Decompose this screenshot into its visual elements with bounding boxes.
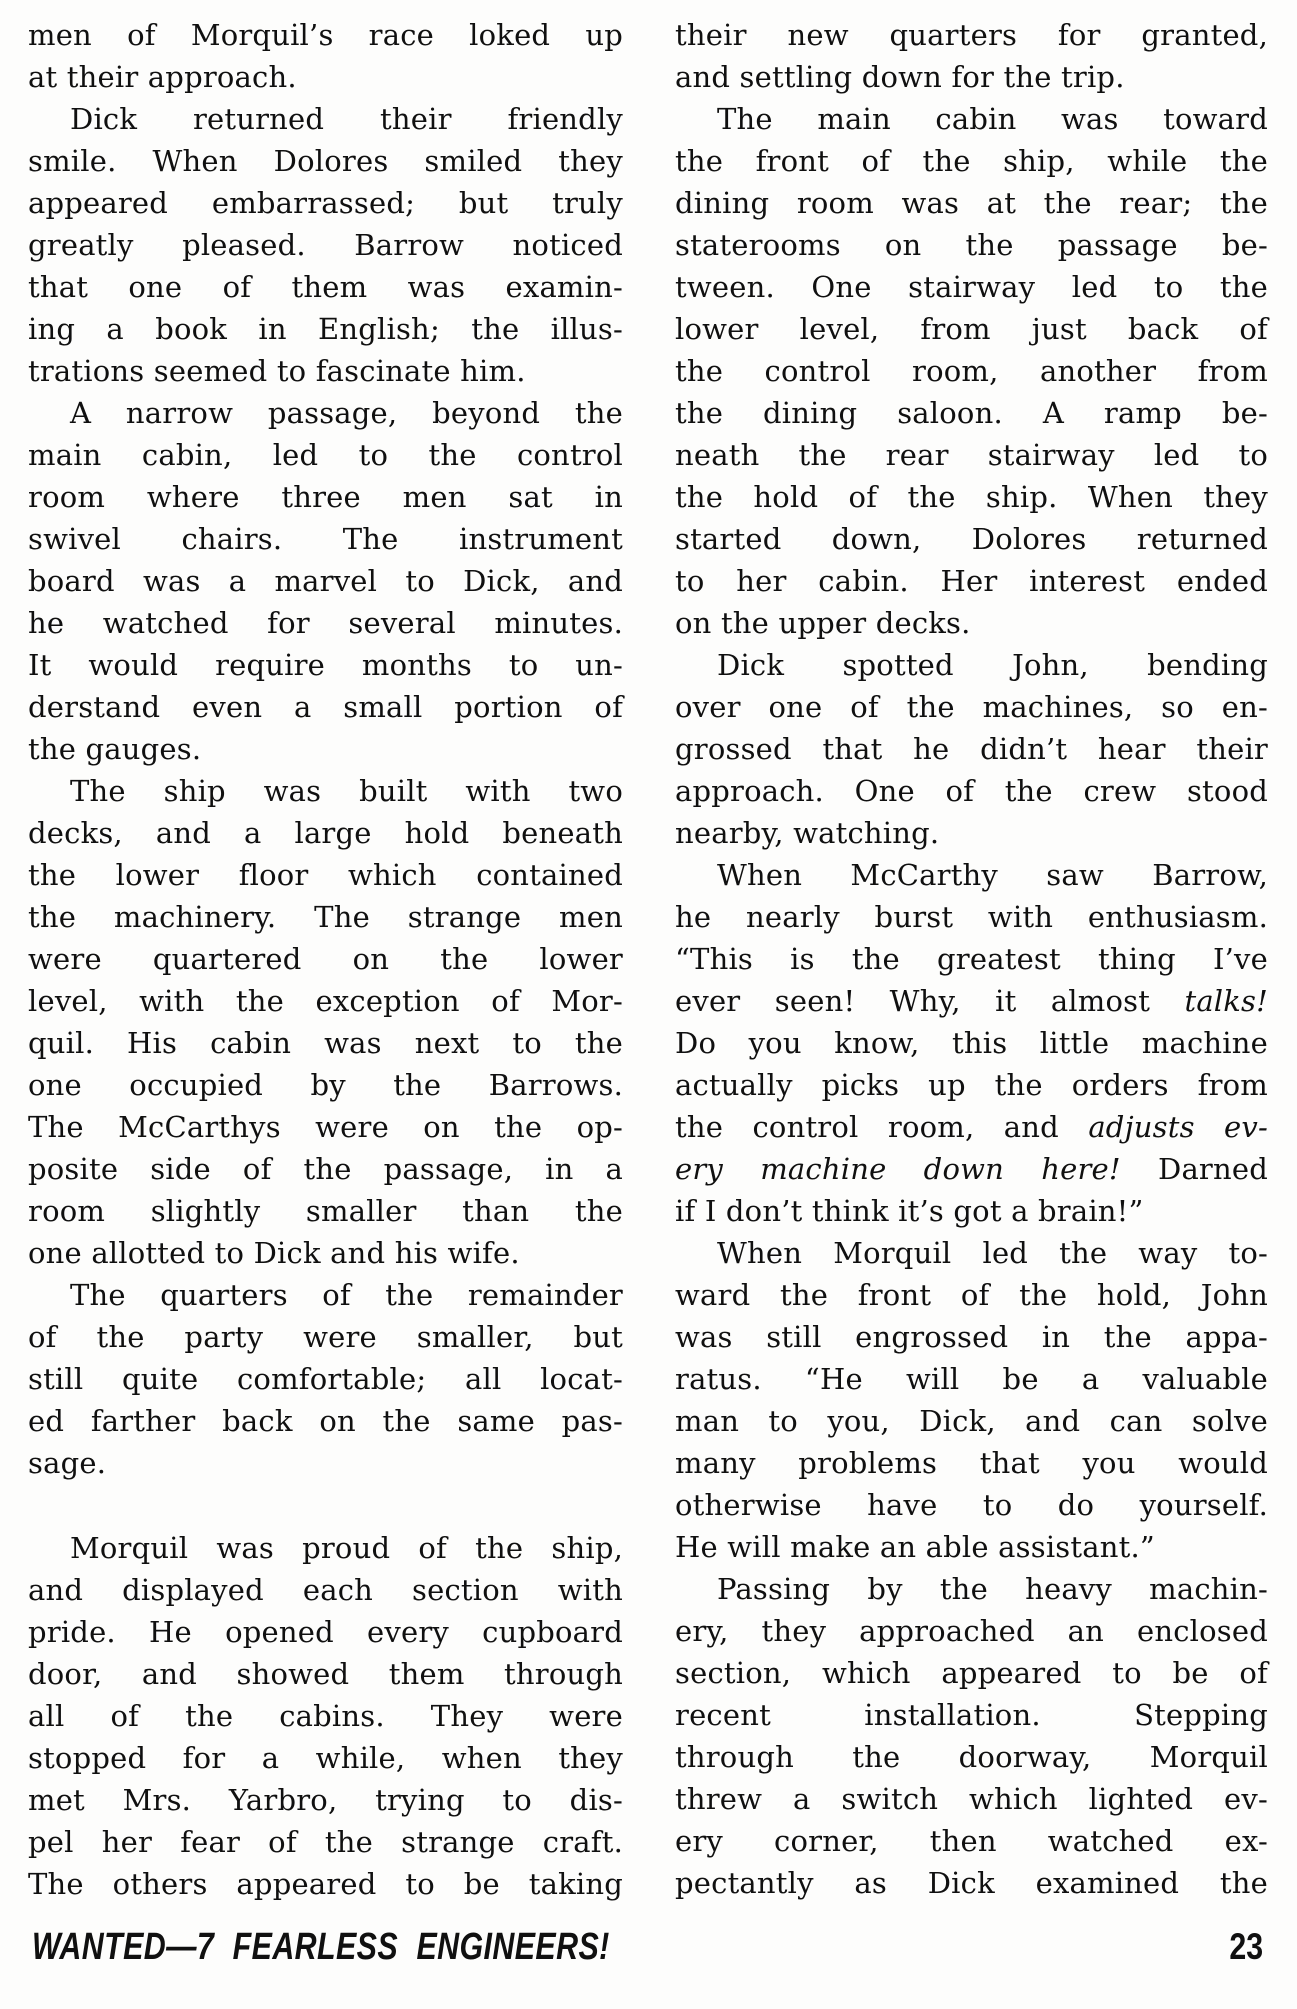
text-line: pel her fear of the strange craft. — [28, 1825, 623, 1859]
right-column — [675, 14, 1268, 1905]
text-line: otherwise have to do yourself. — [675, 1488, 1268, 1522]
text-line: Morquil was proud of the ship, — [70, 1531, 623, 1565]
text-line: smile. When Dolores smiled they — [28, 144, 623, 178]
text-line: approach. One of the crew stood — [675, 774, 1268, 808]
text-line: Dick spotted John, bending — [717, 648, 1268, 682]
text-line: one allotted to Dick and his wife. — [28, 1236, 520, 1270]
text-line: main cabin, led to the control — [28, 438, 623, 472]
text-line: It would require months to un- — [28, 648, 623, 682]
text-line: the control room, another from — [675, 354, 1268, 388]
text-line: swivel chairs. The instrument — [28, 522, 623, 556]
text-line: nearby, watching. — [675, 816, 940, 850]
text-line: that one of them was examin- — [28, 270, 623, 304]
text-line: dining room was at the rear; the — [675, 186, 1268, 220]
text-line: grossed that he didn’t hear their — [675, 732, 1268, 766]
text-line: stopped for a while, when they — [28, 1741, 623, 1775]
text-line: trations seemed to fascinate him. — [28, 354, 526, 388]
text-line: through the doorway, Morquil — [675, 1740, 1268, 1774]
text-line: staterooms on the passage be- — [675, 228, 1268, 262]
text-line: one occupied by the Barrows. — [28, 1068, 623, 1102]
text-line: appeared embarrassed; but truly — [28, 186, 623, 220]
running-title: WANTED—7 FEARLESS ENGINEERS! — [32, 1926, 610, 1968]
text-line: The main cabin was toward — [717, 102, 1268, 136]
text-line: Dick returned their friendly — [70, 102, 623, 136]
text-line: the hold of the ship. When they — [675, 480, 1268, 514]
text-line: ed farther back on the same pas- — [28, 1404, 623, 1438]
text-line: ery corner, then watched ex- — [675, 1824, 1268, 1858]
text-line: he watched for several minutes. — [28, 606, 623, 640]
text-line: ery machine down here! Darned — [675, 1152, 1268, 1186]
text-line: quil. His cabin was next to the — [28, 1026, 623, 1060]
text-line: their new quarters for granted, — [675, 18, 1268, 52]
text-line: still quite comfortable; all locat- — [28, 1362, 623, 1396]
text-line: ward the front of the hold, John — [675, 1278, 1268, 1312]
text-line: A narrow passage, beyond the — [70, 396, 623, 430]
text-line: decks, and a large hold beneath — [28, 816, 623, 850]
text-line: man to you, Dick, and can solve — [675, 1404, 1268, 1438]
text-line: the dining saloon. A ramp be- — [675, 396, 1268, 430]
text-line: started down, Dolores returned — [675, 522, 1268, 556]
text-line: the control room, and adjusts ev- — [675, 1110, 1268, 1144]
text-line: “This is the greatest thing I’ve — [675, 942, 1268, 976]
text-line: board was a marvel to Dick, and — [28, 564, 623, 598]
text-line: and settling down for the trip. — [675, 60, 1125, 94]
text-line: he nearly burst with enthusiasm. — [675, 900, 1268, 934]
text-line: derstand even a small portion of — [28, 690, 623, 724]
left-column — [28, 14, 623, 1905]
text-line: to her cabin. Her interest ended — [675, 564, 1268, 598]
text-line: ratus. “He will be a valuable — [675, 1362, 1268, 1396]
text-line: The ship was built with two — [70, 774, 623, 808]
text-line: of the party were smaller, but — [28, 1320, 623, 1354]
text-line: level, with the exception of Mor- — [28, 984, 623, 1018]
text-line: were quartered on the lower — [28, 942, 623, 976]
text-line: over one of the machines, so en- — [675, 690, 1268, 724]
text-line: sage. — [28, 1446, 107, 1480]
text-line: recent installation. Stepping — [675, 1698, 1268, 1732]
text-line: and displayed each section with — [28, 1573, 623, 1607]
text-line: threw a switch which lighted ev- — [675, 1782, 1268, 1816]
text-line: ever seen! Why, it almost talks! — [675, 984, 1268, 1018]
text-line: lower level, from just back of — [675, 312, 1268, 346]
text-line: at their approach. — [28, 60, 297, 94]
text-line: ing a book in English; the illus- — [28, 312, 623, 346]
text-line: ery, they approached an enclosed — [675, 1614, 1268, 1648]
text-line: the machinery. The strange men — [28, 900, 623, 934]
text-line: He will make an able assistant.” — [675, 1530, 1155, 1564]
text-line: section, which appeared to be of — [675, 1656, 1268, 1690]
text-line: When Morquil led the way to- — [717, 1236, 1268, 1270]
text-line: the front of the ship, while the — [675, 144, 1268, 178]
text-line: greatly pleased. Barrow noticed — [28, 228, 623, 262]
page-footer — [32, 1926, 1263, 1969]
text-line: actually picks up the orders from — [675, 1068, 1268, 1102]
italic-text: talks! — [1184, 984, 1268, 1018]
text-line: on the upper decks. — [675, 606, 971, 640]
text-line: pectantly as Dick examined the — [675, 1866, 1268, 1900]
text-line: many problems that you would — [675, 1446, 1268, 1480]
italic-text: ery machine down here! — [675, 1152, 1121, 1186]
text-line: The quarters of the remainder — [70, 1278, 623, 1312]
text-line: room where three men sat in — [28, 480, 623, 514]
text-line: posite side of the passage, in a — [28, 1152, 623, 1186]
text-columns — [28, 14, 1268, 1905]
text-line: Passing by the heavy machin- — [717, 1572, 1268, 1606]
text-line: door, and showed them through — [28, 1657, 623, 1691]
text-line: neath the rear stairway led to — [675, 438, 1268, 472]
text-line: if I don’t think it’s got a brain!” — [675, 1194, 1144, 1228]
text-line: tween. One stairway led to the — [675, 270, 1268, 304]
text-line: room slightly smaller than the — [28, 1194, 623, 1228]
italic-text: adjusts ev- — [1088, 1110, 1268, 1144]
section-break — [28, 1484, 623, 1527]
text-line: The McCarthys were on the op- — [28, 1110, 623, 1144]
text-line: When McCarthy saw Barrow, — [717, 858, 1268, 892]
text-line: the gauges. — [28, 732, 202, 766]
text-line: Do you know, this little machine — [675, 1026, 1268, 1060]
text-line: met Mrs. Yarbro, trying to dis- — [28, 1783, 623, 1817]
text-line: men of Morquil’s race loked up — [28, 18, 623, 52]
text-line: all of the cabins. They were — [28, 1699, 623, 1733]
text-line: the lower floor which contained — [28, 858, 623, 892]
text-line: The others appeared to be taking — [28, 1867, 623, 1901]
text-line: was still engrossed in the appa- — [675, 1320, 1268, 1354]
text-line: pride. He opened every cupboard — [28, 1615, 623, 1649]
page-number: 23 — [1229, 1926, 1263, 1967]
